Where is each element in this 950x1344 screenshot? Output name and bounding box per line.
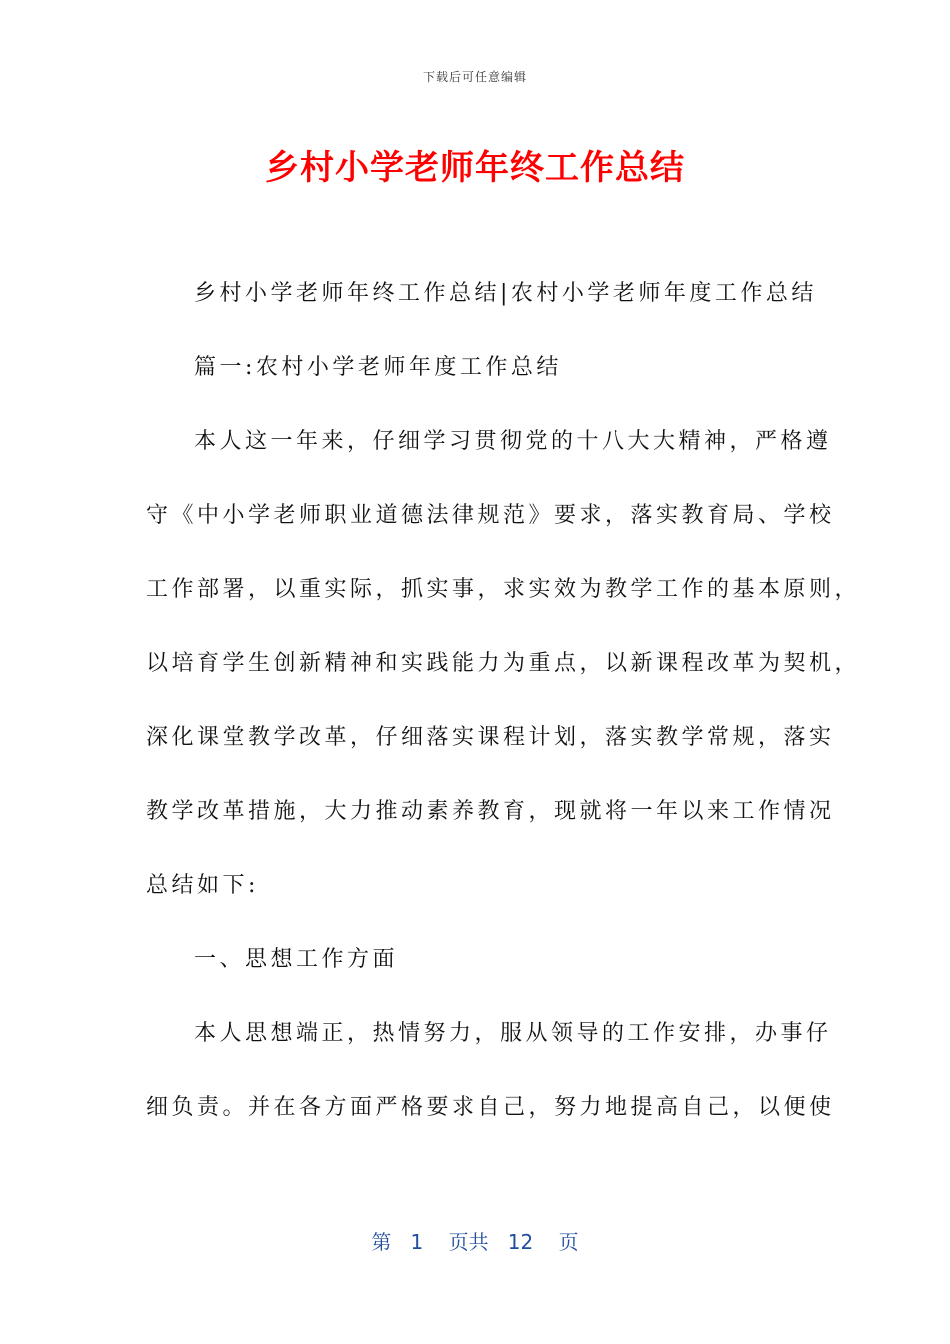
footer-suffix: 页	[558, 1230, 579, 1254]
paragraph-line: 工作部署，以重实际，抓实事，求实效为教学工作的基本原则，	[146, 577, 861, 602]
subtitle-line: 乡村小学老师年终工作总结|农村小学老师年度工作总结	[194, 281, 817, 306]
paragraph-line: 教学改革措施，大力推动素养教育，现就将一年以来工作情况	[146, 799, 835, 824]
section-heading: 篇一:农村小学老师年度工作总结	[194, 355, 562, 380]
page-footer	[0, 1226, 950, 1255]
footer-middle: 页共	[448, 1230, 489, 1254]
document-body	[146, 268, 861, 1156]
paragraph-line: 细负责。并在各方面严格要求自己，努力地提高自己，以便使	[146, 1095, 835, 1120]
paragraph-line: 本人思想端正，热情努力，服从领导的工作安排，办事仔	[194, 1021, 832, 1046]
section-heading: 一、思想工作方面	[194, 947, 399, 972]
paragraph-line: 总结如下:	[146, 873, 259, 898]
paragraph-line: 以培育学生创新精神和实践能力为重点，以新课程改革为契机，	[146, 651, 861, 676]
footer-current-page: 1	[410, 1230, 424, 1254]
document-title: 乡村小学老师年终工作总结	[265, 148, 685, 188]
paragraph-line: 深化课堂教学改革，仔细落实课程计划，落实教学常规，落实	[146, 725, 835, 750]
paragraph-line: 守《中小学老师职业道德法律规范》要求，落实教育局、学校	[146, 503, 835, 528]
footer-total-pages: 12	[507, 1230, 534, 1254]
header-note: 下载后可任意编辑	[422, 70, 527, 84]
footer-prefix: 第	[371, 1230, 392, 1254]
paragraph-line: 本人这一年来，仔细学习贯彻党的十八大大精神，严格遵	[194, 429, 832, 454]
